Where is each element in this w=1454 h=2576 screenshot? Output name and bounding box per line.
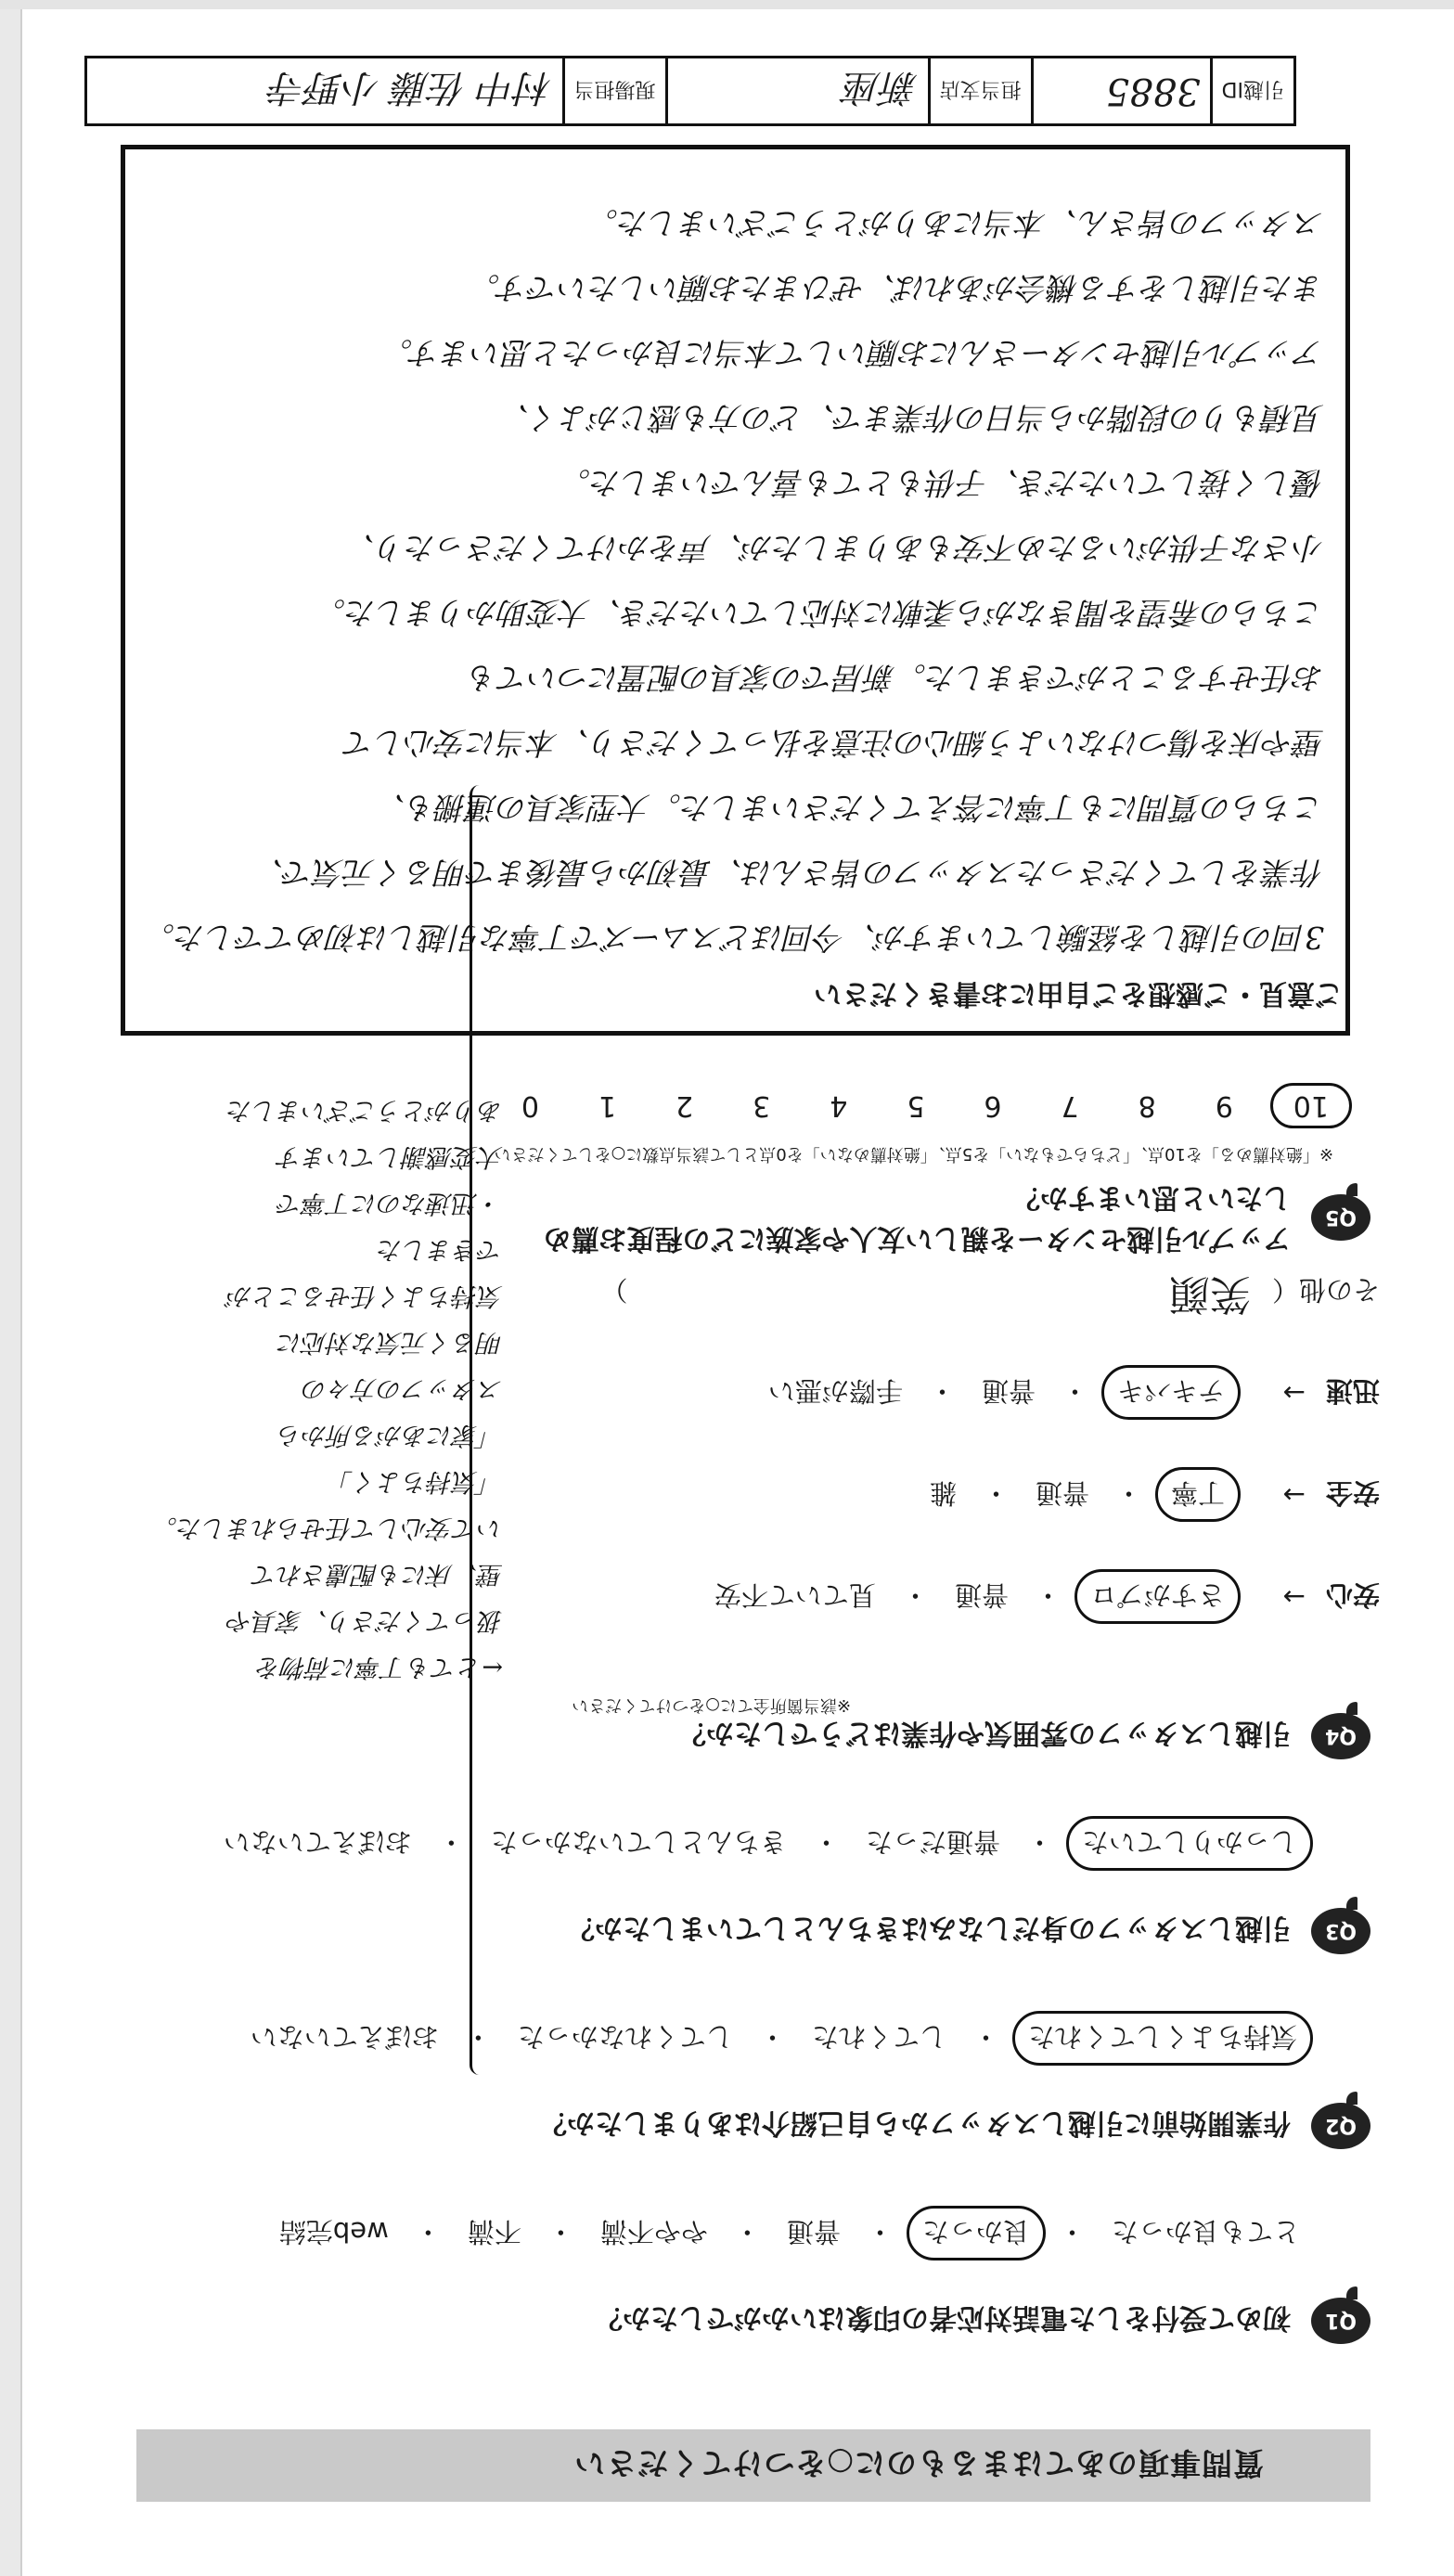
q5-score[interactable]: 6 [984,1089,1002,1122]
footer-label-branch: 担当支店 [928,58,1031,123]
footer-value-id[interactable]: 3885 [1031,58,1210,123]
survey-sheet: 質問事項のあてはまるものに○をつけてください Q1 初めて受付をした電話対応者の印象はいかがでしたか？ とても良かった ・ 良かった ・ 普通 ・ やや不満 ・ 不満 ・ web完結 Q2 作業開始前に引越しスタッフから自己紹介はありましたか？ 気持ちよくしてくれた ・ してくれた ・ してくれなかった ・ おぼえていない Q3 引越しスタッフの身だしなみはきちんとしていましたか？ しっかりしていた ・ 普通だった ・ きちんとしていなかった ・ おぼえていない Q4 引越しスタッフの雰囲気や作業はどうでしたか？ ※該当箇所全てに○をつけてください 安心 → さすがプロ ・ 普通 ・ 見ていて不安 安全 → 丁寧 ・ 普通 ・ 雑 迅速 → テキパキ ・ 普通 ・ 手際が悪い その他（ 笑顔 ） ←とても丁寧に荷物を 扱ってくださり、家具や 壁、床にも配慮されて いて安心して任せられました。 「気持ちよく」 「家にあがる所から スタッフの方々の 明るく元気な対応に 気持ちよく任せることが できました ・迅速なのに丁寧で 大変感謝しています ありがとうございました Q5 アップル引越センターを親しい友人や家族にどの程度お薦めしたいと思いますか？ ※「絶対薦める」を10点、「どちらでもない」を5点、「絶対薦めない」を0点として該当点数に○をしてください 10 9 8 7 6 5 4 3 2 1 0 ご意見・ご感想をご自由にお書きください 3回の引越しを経験していますが、今回ほどスムーズで丁寧な引越しは初めてでした。 作業をしてくださったスタッフの皆さんは、最初から最後まで明るく元気で、 こちらの質問にも丁寧に答えてくださいました。大型家具の運搬も、 壁や床を傷つけないよう細心の注意を払ってくださり、本当に安心して お任せすることができました。新居での家具の配置についても こちらの希望を聞きながら柔軟に対応していただき、大変助かりました。 小さな子供がいるため不安もありましたが、声をかけてくださったり、 優しく接していただき、子供もとても喜んでいました。 見積もりの段階から当日の作業まで、どの方も感じがよく、 アップル引越センターさんにお願いして本当に良かったと思います。 また引越しをする機会があれば、ぜひまたお願いしたいです。 スタッフの皆さん、本当にありがとうございました。 引越ID 3885 担当支店 新座 現場担当 村中 佐藤 小野寺 [0,0,1454,2576]
q5-score[interactable]: 1 [598,1089,617,1122]
q5-score[interactable]: 7 [1061,1089,1079,1122]
q1-option[interactable]: やや不満 [599,2216,708,2248]
q5-score[interactable]: 2 [676,1089,694,1122]
question-3-options: しっかりしていた ・ 普通だった ・ きちんとしていなかった ・ おぼえていない [109,1816,1313,1871]
q1-option[interactable]: 不満 [467,2216,521,2248]
arrow-icon: → [1282,1377,1306,1409]
question-3-badge: Q3 [1311,1908,1370,1954]
q5-score[interactable]: 9 [1215,1089,1233,1122]
q2-option-selected[interactable]: 気持ちよくしてくれた [1012,2011,1313,2066]
q4-option[interactable]: 普通 [954,1579,1009,1612]
question-3-text: 引越しスタッフの身だしなみはきちんとしていましたか？ [567,1912,1291,1944]
instructions-header [136,2429,1370,2502]
comments-title: ご意見・ご感想をご自由にお書きください [814,977,1343,1010]
q4-option-selected[interactable]: テキパキ [1101,1366,1241,1421]
q1-option[interactable]: とても良かった [1111,2216,1300,2248]
q5-score[interactable]: 5 [907,1089,925,1122]
question-3 [109,1816,1370,1954]
footer-label-id: 引越ID [1210,58,1293,123]
q4-row-anshin: 安心 → さすがプロ ・ 普通 ・ 見ていて不安 [675,1546,1380,1648]
question-5 [109,1143,1370,1258]
q4-row-label: 安心 [1325,1579,1380,1612]
question-1-badge: Q1 [1311,2298,1370,2344]
question-1-text: 初めて受付をした電話対応者の印象はいかがでしたか？ [595,2301,1291,2334]
q4-option[interactable]: 普通 [1035,1477,1089,1510]
q2-option[interactable]: してくれなかった [517,2021,733,2053]
q4-other: その他（ 笑顔 ） [600,1270,1380,1318]
q4-row-anzen: 安全 → 丁寧 ・ 普通 ・ 雑 [675,1444,1380,1546]
footer-table [84,56,1296,126]
q5-scale [462,1083,1352,1128]
question-1-options: とても良かった ・ 良かった ・ 普通 ・ やや不満 ・ 不満 ・ web完結 [109,2206,1313,2260]
instructions-text: 質問事項のあてはまるものに○をつけてください [573,2445,1264,2482]
q1-option[interactable]: 普通 [786,2216,841,2248]
footer-label-staff: 現場担当 [562,58,665,123]
q5-score[interactable]: 3 [753,1089,771,1122]
q3-option[interactable]: きちんとしていなかった [490,1826,787,1858]
scan-edge-bottom [0,0,1454,9]
question-5-badge: Q5 [1311,1194,1370,1241]
q1-option[interactable]: web完結 [278,2216,389,2248]
question-5-text: アップル引越センターを親しい友人や家族にどの程度お薦めしたいと思いますか？ [543,1181,1291,1255]
handwritten-notes: ←とても丁寧に荷物を 扱ってくださり、家具や 壁、床にも配慮されて いて安心して任せられました。 「気持ちよく」 「家にあがる所から スタッフの方々の 明るく元気な対応に 気持ちよく任せることが できました ・迅速なのに丁寧で 大変感謝しています ありがとうございました [152,1096,503,1681]
arrow-icon: → [1282,1479,1306,1511]
q4-option[interactable]: 普通 [981,1375,1036,1408]
question-2 [109,2011,1370,2149]
q4-option-selected[interactable]: さすがプロ [1074,1570,1241,1625]
q4-other-label: その他 [1298,1274,1380,1306]
q5-score[interactable]: 4 [830,1089,848,1122]
q4-row-jinsoku: 迅速 → テキパキ ・ 普通 ・ 手際が悪い [675,1342,1380,1444]
q4-option[interactable]: 手際が悪い [767,1375,903,1408]
question-4-badge: Q4 [1311,1713,1370,1759]
q1-option-selected[interactable]: 良かった [907,2206,1046,2260]
scan-edge [0,0,22,2576]
q4-option-selected[interactable]: 丁寧 [1155,1468,1241,1523]
question-4-text: 引越しスタッフの雰囲気や作業はどうでしたか？ [678,1717,1291,1749]
q2-option[interactable]: おぼえていない [250,2021,439,2053]
question-4-note: ※該当箇所全てに○をつけてください [572,1695,851,1715]
q4-option[interactable]: 見ていて不安 [714,1579,876,1612]
footer-value-branch[interactable]: 新座 [665,58,928,123]
q3-option-selected[interactable]: しっかりしていた [1066,1816,1313,1871]
q5-score-selected[interactable]: 10 [1270,1083,1352,1128]
q5-score[interactable]: 0 [521,1089,539,1122]
q2-option[interactable]: してくれた [811,2021,946,2053]
footer-value-staff[interactable]: 村中 佐藤 小野寺 [269,66,553,109]
question-2-options: 気持ちよくしてくれた ・ してくれた ・ してくれなかった ・ おぼえていない [109,2011,1313,2066]
arrow-icon: → [1282,1581,1306,1613]
question-4-rows [675,1342,1380,1648]
q4-other-value[interactable]: 笑顔 [1168,1270,1251,1318]
q3-option[interactable]: おぼえていない [223,1826,412,1858]
question-1 [109,2206,1370,2344]
q4-row-label: 安全 [1325,1477,1380,1510]
question-5-note: ※「絶対薦める」を10点、「どちらでもない」を5点、「絶対薦めない」を0点として該当点数に○をしてください [494,1144,1333,1164]
q4-option[interactable]: 雑 [929,1477,957,1510]
question-4 [109,1694,1370,1759]
question-2-badge: Q2 [1311,2103,1370,2149]
question-2-text: 作業開始前に引越しスタッフから自己紹介はありましたか？ [539,2106,1291,2139]
q3-option[interactable]: 普通だった [865,1826,1000,1858]
q4-row-label: 迅速 [1325,1375,1380,1408]
q5-score[interactable]: 8 [1138,1089,1156,1122]
